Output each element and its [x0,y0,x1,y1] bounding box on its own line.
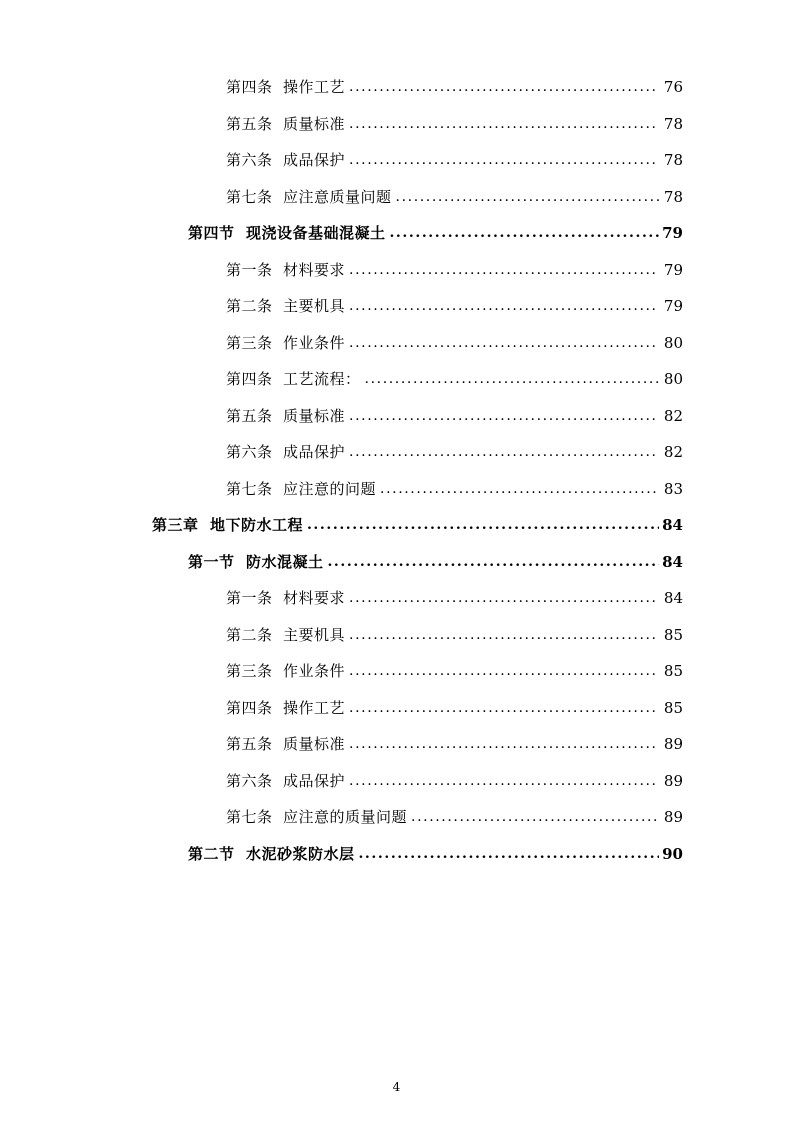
toc-entry[interactable] [110,114,683,133]
page-number-footer: 4 [392,1080,401,1094]
toc-entry-page: 79 [663,260,683,279]
toc-entry[interactable] [110,771,683,790]
toc-entry-page: 84 [663,589,683,607]
toc-entry[interactable] [110,260,683,279]
toc-entry[interactable] [110,80,683,95]
toc-entry-page: 79 [662,224,683,242]
toc-entry[interactable] [110,479,683,498]
toc-entry-label: 第一节 防水混凝土 [188,552,324,571]
toc-entry-label: 第二节 水泥砂浆防水层 [188,844,355,863]
toc-entry[interactable] [110,518,683,533]
toc-entry-page: 85 [663,662,683,680]
toc-entry[interactable] [110,226,683,241]
toc-entry-page: 78 [663,114,683,133]
toc-entry-label: 第一条 材料要求 [226,260,346,279]
toc-entry-page: 76 [663,78,683,96]
toc-entry[interactable] [110,591,683,606]
toc-leader-dots [349,409,659,423]
toc-entry-label: 第三条 作业条件 [226,662,346,680]
toc-leader-dots [307,518,659,532]
toc-leader-dots [358,847,659,861]
toc-entry[interactable] [110,372,683,387]
toc-entry-page: 78 [663,151,683,169]
toc-entry-page: 84 [662,516,683,534]
toc-entry-page: 78 [663,187,683,206]
toc-entry[interactable] [110,810,683,825]
toc-leader-dots [349,336,659,350]
toc-leader-dots [349,737,659,751]
toc-entry-page: 83 [663,479,683,498]
toc-entry-page: 80 [663,370,683,388]
toc-entry-page: 85 [663,698,683,717]
toc-leader-dots [396,190,659,204]
toc-entry-label: 第二条 主要机具 [226,297,346,315]
toc-entry[interactable] [110,299,683,314]
toc-entry-page: 80 [663,333,683,352]
toc-leader-dots [349,628,659,642]
toc-leader-dots [380,482,659,496]
toc-entry-label: 第五条 质量标准 [226,114,346,133]
toc-entry-page: 84 [662,552,683,571]
toc-entry-label: 第七条 应注意的质量问题 [226,808,408,826]
toc-entry[interactable] [110,445,683,460]
toc-leader-dots [349,591,659,605]
toc-entry-label: 第三条 作业条件 [226,333,346,352]
toc-entry-label: 第六条 成品保护 [226,151,346,169]
toc-entry[interactable] [110,737,683,752]
toc-entry[interactable] [110,664,683,679]
toc-entry-page: 82 [663,406,683,425]
toc-entry-label: 第一条 材料要求 [226,589,346,607]
toc-entry-label: 第七条 应注意质量问题 [226,187,392,206]
toc-leader-dots [349,299,659,313]
toc-entry-label: 第三章 地下防水工程 [152,516,303,534]
toc-entry-page: 89 [663,771,683,790]
toc-leader-dots [349,664,659,678]
toc-entry-label: 第四条 操作工艺 [226,78,346,96]
toc-leader-dots [389,226,659,240]
toc-entry-page: 85 [663,625,683,644]
toc-leader-dots [411,810,659,824]
toc-entry-label: 第四节 现浇设备基础混凝土 [188,224,386,242]
toc-leader-dots [365,372,659,386]
toc-entry[interactable] [110,625,683,644]
toc-entry-page: 89 [663,735,683,753]
table-of-contents [110,80,683,862]
toc-leader-dots [349,117,659,131]
toc-leader-dots [349,701,659,715]
toc-entry[interactable] [110,153,683,168]
toc-entry-page: 89 [663,808,683,826]
toc-entry[interactable] [110,333,683,352]
toc-entry-label: 第五条 质量标准 [226,406,346,425]
toc-leader-dots [349,774,659,788]
toc-entry-page: 79 [663,297,683,315]
toc-entry-label: 第六条 成品保护 [226,771,346,790]
toc-entry-label: 第四条 操作工艺 [226,698,346,717]
toc-entry[interactable] [110,552,683,571]
toc-leader-dots [349,445,659,459]
toc-entry[interactable] [110,406,683,425]
toc-entry-label: 第五条 质量标准 [226,735,346,753]
toc-leader-dots [327,555,659,569]
toc-entry-label: 第七条 应注意的问题 [226,479,377,498]
toc-entry-label: 第二条 主要机具 [226,625,346,644]
toc-entry-page: 90 [662,844,683,863]
toc-entry-label: 第四条 工艺流程： [226,370,361,388]
toc-entry-label: 第六条 成品保护 [226,443,346,461]
toc-leader-dots [349,80,659,94]
toc-entry[interactable] [110,698,683,717]
toc-entry-page: 82 [663,443,683,461]
toc-entry[interactable] [110,844,683,863]
toc-entry[interactable] [110,187,683,206]
toc-leader-dots [349,153,659,167]
toc-leader-dots [349,263,659,277]
